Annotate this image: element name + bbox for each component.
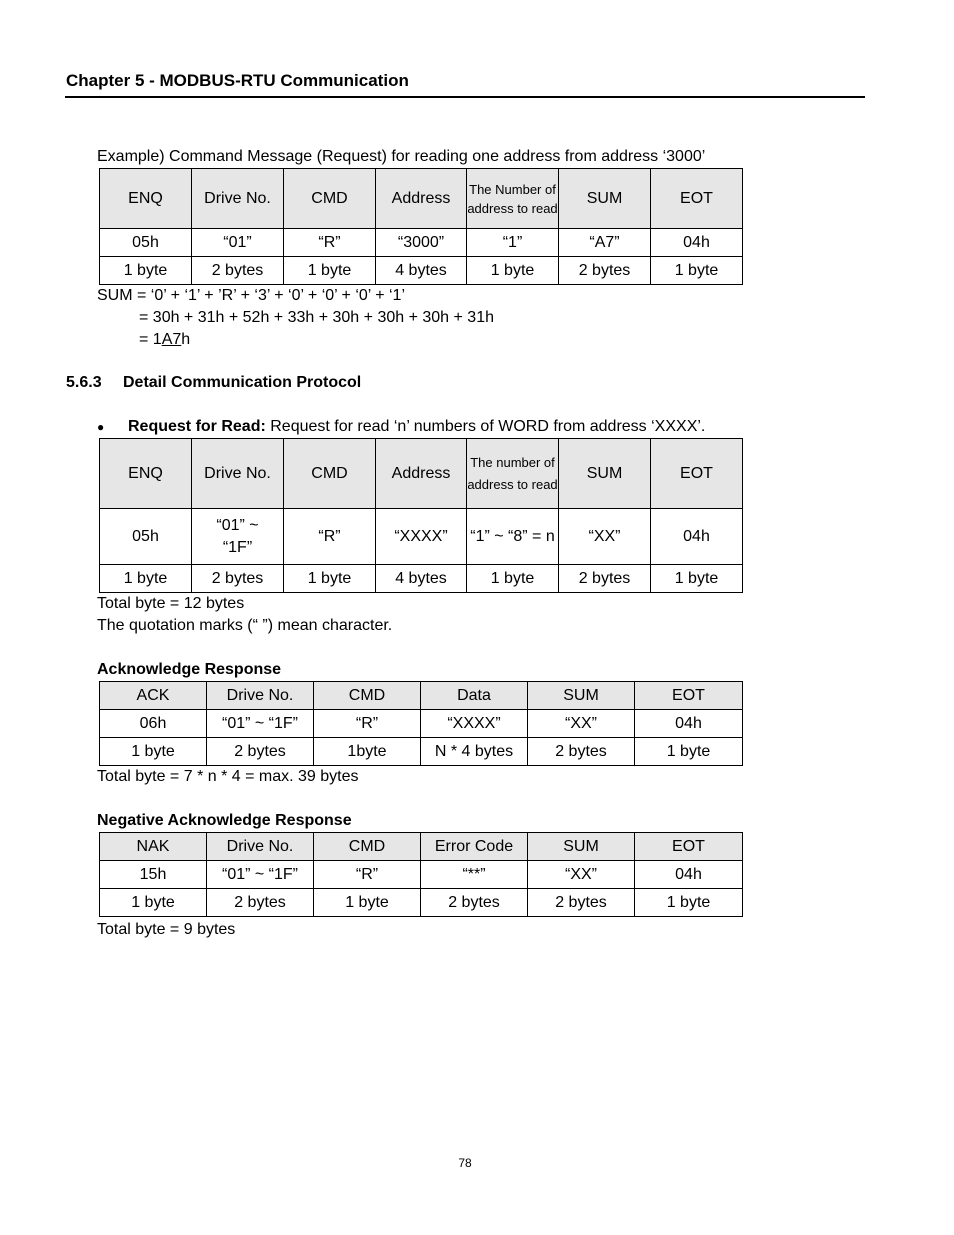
header-cell: EOT (651, 439, 743, 509)
value-cell: “01” (192, 229, 284, 257)
size-cell: 1 byte (100, 889, 207, 917)
header-cell: SUM (559, 169, 651, 229)
size-cell: 2 bytes (559, 565, 651, 593)
value-cell: “XX” (528, 861, 635, 889)
header-cell: Drive No. (192, 439, 284, 509)
header-cell: Address (376, 169, 467, 229)
request-read-table (99, 438, 743, 593)
table-row (100, 710, 743, 738)
header-cell: NAK (100, 833, 207, 861)
header-cell: CMD (284, 439, 376, 509)
size-cell: 1 byte (314, 889, 421, 917)
header-cell: SUM (528, 833, 635, 861)
size-cell: 1 byte (284, 257, 376, 285)
table-header-row (100, 169, 743, 229)
size-cell: 2 bytes (192, 565, 284, 593)
size-cell: 1 byte (100, 565, 192, 593)
table-header-row (100, 833, 743, 861)
quotation-note: The quotation marks (“ ”) mean character. (97, 617, 393, 634)
header-rule (65, 96, 865, 98)
value-cell: “3000” (376, 229, 467, 257)
header-cell: Address (376, 439, 467, 509)
table-header-row (100, 682, 743, 710)
table-row (100, 229, 743, 257)
value-cell: “**” (421, 861, 528, 889)
value-cell: 05h (100, 229, 192, 257)
header-cell: Error Code (421, 833, 528, 861)
chapter-title: Chapter 5 - MODBUS-RTU Communication (66, 71, 409, 90)
value-cell: 04h (635, 861, 743, 889)
header-cell (467, 439, 559, 509)
value-cell: “01” ~ “1F” (207, 861, 314, 889)
size-cell: 1 byte (635, 889, 743, 917)
size-cell: 1 byte (284, 565, 376, 593)
value-cell: “XXXX” (376, 509, 467, 565)
value-cell: 15h (100, 861, 207, 889)
value-cell: “01” ~ “1F” (192, 509, 284, 565)
request-total-bytes: Total byte = 12 bytes (97, 595, 245, 612)
header-cell-text: The number of address to read (467, 454, 558, 492)
size-cell: 1 byte (100, 257, 192, 285)
value-cell: “01” ~ “1F” (207, 710, 314, 738)
section-title: Detail Communication Protocol (123, 374, 362, 391)
size-cell: 2 bytes (528, 738, 635, 766)
size-cell: 1 byte (651, 257, 743, 285)
value-cell: “R” (314, 710, 421, 738)
table-row (100, 889, 743, 917)
header-cell: SUM (528, 682, 635, 710)
table-row (100, 257, 743, 285)
sum-formula-hex: = 30h + 31h + 52h + 33h + 30h + 30h + 30h + 31h (139, 309, 494, 326)
value-cell: 04h (651, 509, 743, 565)
header-cell (467, 169, 559, 229)
size-cell: 1byte (314, 738, 421, 766)
sum-result-prefix: = 1 (139, 331, 162, 348)
value-cell: “XXXX” (421, 710, 528, 738)
value-cell: “R” (284, 229, 376, 257)
bullet-icon: ● (97, 420, 105, 434)
table-row (100, 509, 743, 565)
value-cell: “R” (284, 509, 376, 565)
header-cell: EOT (651, 169, 743, 229)
table-row (100, 738, 743, 766)
section-number: 5.6.3 (66, 374, 102, 391)
table-row (100, 861, 743, 889)
value-cell: “A7” (559, 229, 651, 257)
header-cell: CMD (284, 169, 376, 229)
value-cell: “1” (467, 229, 559, 257)
ack-title: Acknowledge Response (97, 661, 282, 678)
sum-result-suffix: h (181, 331, 191, 348)
size-cell: 2 bytes (559, 257, 651, 285)
header-cell: SUM (559, 439, 651, 509)
value-cell: “XX” (528, 710, 635, 738)
header-cell: ENQ (100, 169, 192, 229)
header-cell: CMD (314, 833, 421, 861)
header-cell-text: The Number of address to read (467, 181, 558, 216)
size-cell: 2 bytes (207, 889, 314, 917)
value-cell: 05h (100, 509, 192, 565)
sum-formula-line: SUM = ‘0’ + ‘1’ + ’R’ + ‘3’ + ‘0’ + ‘0’ + ‘0’ + ‘1’ (97, 287, 405, 304)
size-cell: 1 byte (467, 257, 559, 285)
header-cell: EOT (635, 682, 743, 710)
ack-total-bytes: Total byte = 7 * n * 4 = max. 39 bytes (97, 768, 359, 785)
ack-response-table (99, 681, 743, 766)
sum-result (139, 331, 190, 349)
header-cell: Drive No. (207, 682, 314, 710)
size-cell: 4 bytes (376, 257, 467, 285)
value-cell: 04h (651, 229, 743, 257)
sum-result-underlined: A7 (161, 331, 182, 348)
size-cell: 2 bytes (528, 889, 635, 917)
request-label: Request for Read: (128, 418, 266, 435)
header-cell: EOT (635, 833, 743, 861)
header-cell: Drive No. (192, 169, 284, 229)
size-cell: N * 4 bytes (421, 738, 528, 766)
value-cell: 04h (635, 710, 743, 738)
header-cell: Data (421, 682, 528, 710)
nak-response-table (99, 832, 743, 917)
nak-total-bytes: Total byte = 9 bytes (97, 921, 236, 938)
size-cell: 2 bytes (192, 257, 284, 285)
value-cell: “1” ~ “8” = n (467, 509, 559, 565)
value-cell: “R” (314, 861, 421, 889)
value-cell: 06h (100, 710, 207, 738)
value-cell: “XX” (559, 509, 651, 565)
size-cell: 1 byte (651, 565, 743, 593)
request-text: Request for read ‘n’ numbers of WORD from address ‘XXXX’. (265, 418, 706, 435)
header-cell: ENQ (100, 439, 192, 509)
header-cell: Drive No. (207, 833, 314, 861)
size-cell: 1 byte (467, 565, 559, 593)
table-row (100, 565, 743, 593)
table-header-row (100, 439, 743, 509)
size-cell: 2 bytes (207, 738, 314, 766)
request-description (128, 418, 705, 436)
size-cell: 4 bytes (376, 565, 467, 593)
example-caption: Example) Command Message (Request) for reading one address from address ‘3000’ (97, 148, 706, 165)
size-cell: 1 byte (100, 738, 207, 766)
size-cell: 1 byte (635, 738, 743, 766)
page-number: 78 (458, 1156, 472, 1170)
header-cell: ACK (100, 682, 207, 710)
size-cell: 2 bytes (421, 889, 528, 917)
nak-title: Negative Acknowledge Response (97, 812, 352, 829)
header-cell: CMD (314, 682, 421, 710)
example-request-table (99, 168, 743, 285)
